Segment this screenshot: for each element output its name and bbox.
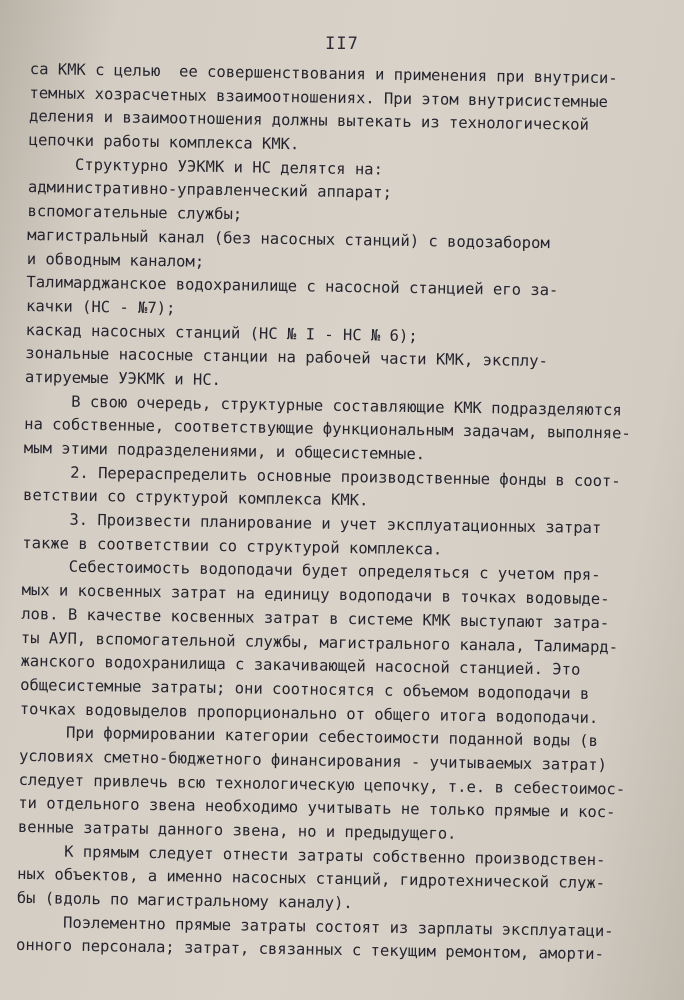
text-line: жанского водохранилища с закачивающей насосной станцией. Это — [20, 652, 581, 679]
text-line: венные затраты данного звена, но и предыдущего. — [17, 817, 457, 843]
text-line: вспомогательные службы; — [27, 202, 243, 224]
text-line: точках водовыделов пропорционально от общего итога водоподачи. — [19, 699, 599, 727]
text-line: Талимарджанское водохранилище с насосной станцией его за- — [26, 273, 559, 300]
text-line: Структурно УЭКМК и НС делятся на: — [28, 154, 384, 179]
body-text — [16, 58, 670, 968]
text-line: ветствии со структурой комплекса КМК. — [22, 486, 369, 510]
text-line: зональные насосные станции на рабочей части КМК, эксплу- — [25, 344, 549, 371]
text-line: В свою очередь, структурные составляющие КМК подразделяются — [24, 391, 622, 419]
text-line: на собственные, соответствующие функциональным задачам, выполняе- — [24, 415, 631, 443]
text-line: магистральный канал (без насосных станций) с водозабором — [27, 225, 550, 252]
text-line: административно-управленческий аппарат; — [27, 178, 393, 203]
text-line: следует привлечь всю технологическую цепочку, т.е. в себестоимос- — [18, 770, 626, 799]
text-line: мых и косвенных затрат на единицу водоподачи в точках водовыде- — [21, 581, 610, 609]
text-line: онного персонала; затрат, связанных с текущим ремонтом, аморти- — [15, 936, 605, 964]
text-line: лов. В качестве косвенных затрат в системе КМК выступают затра- — [21, 604, 610, 632]
text-line: темных хозрасчетных взаимоотношениях. При этом внутрисистемные — [29, 83, 609, 111]
text-line: и обводным каналом; — [26, 249, 205, 271]
text-line: ти отдельного звена необходимо учитывать не только прямые и кос- — [18, 794, 616, 822]
text-line: Себестоимость водоподачи будет определяться с учетом пря- — [21, 557, 601, 585]
text-line: цепочки работы комплекса КМК. — [28, 131, 300, 154]
text-line: качки (НС - №7); — [25, 296, 176, 318]
text-line: условиях сметно-бюджетного финансирования - учитываемых затрат) — [18, 746, 608, 775]
text-line: бы (вдоль по магистральному каналу). — [16, 888, 353, 913]
text-line: также в соответствии со структурой комплекса. — [22, 533, 443, 559]
text-line: 2. Перераспределить основные производственные фонды в соот- — [23, 462, 621, 491]
text-line: каскад насосных станций (НС № I - НС № 6); — [25, 320, 418, 345]
text-line: са КМК с целью ее совершенствования и применения при внутриси- — [29, 59, 618, 88]
text-line: мым этими подразделениями, и общесистемные. — [23, 438, 426, 464]
text-line: К прямым следует отнести затраты собственно производствен- — [17, 841, 606, 869]
text-line: При формировании категории себестоимости поданной воды (в — [19, 723, 599, 751]
page-number: II7 — [325, 34, 359, 54]
text-line: Поэлементно прямые затраты состоят из зарплаты эксплуатаци- — [16, 912, 614, 941]
text-line: ных объектов, а именно насосных станций, гидротехнической служ- — [17, 865, 606, 893]
text-line: атируемые УЭКМК и НС. — [24, 367, 222, 389]
text-line: общесистемные затраты; они соотносятся с объемом водоподачи в — [20, 675, 590, 703]
text-line: 3. Произвести планирование и учет эксплуатационных затрат — [22, 510, 602, 538]
text-line: ты АУП, вспомогательной службы, магистрального канала, Талимард- — [20, 628, 619, 656]
text-line: деления и взаимоотношения должны вытекать из технологической — [28, 107, 590, 135]
